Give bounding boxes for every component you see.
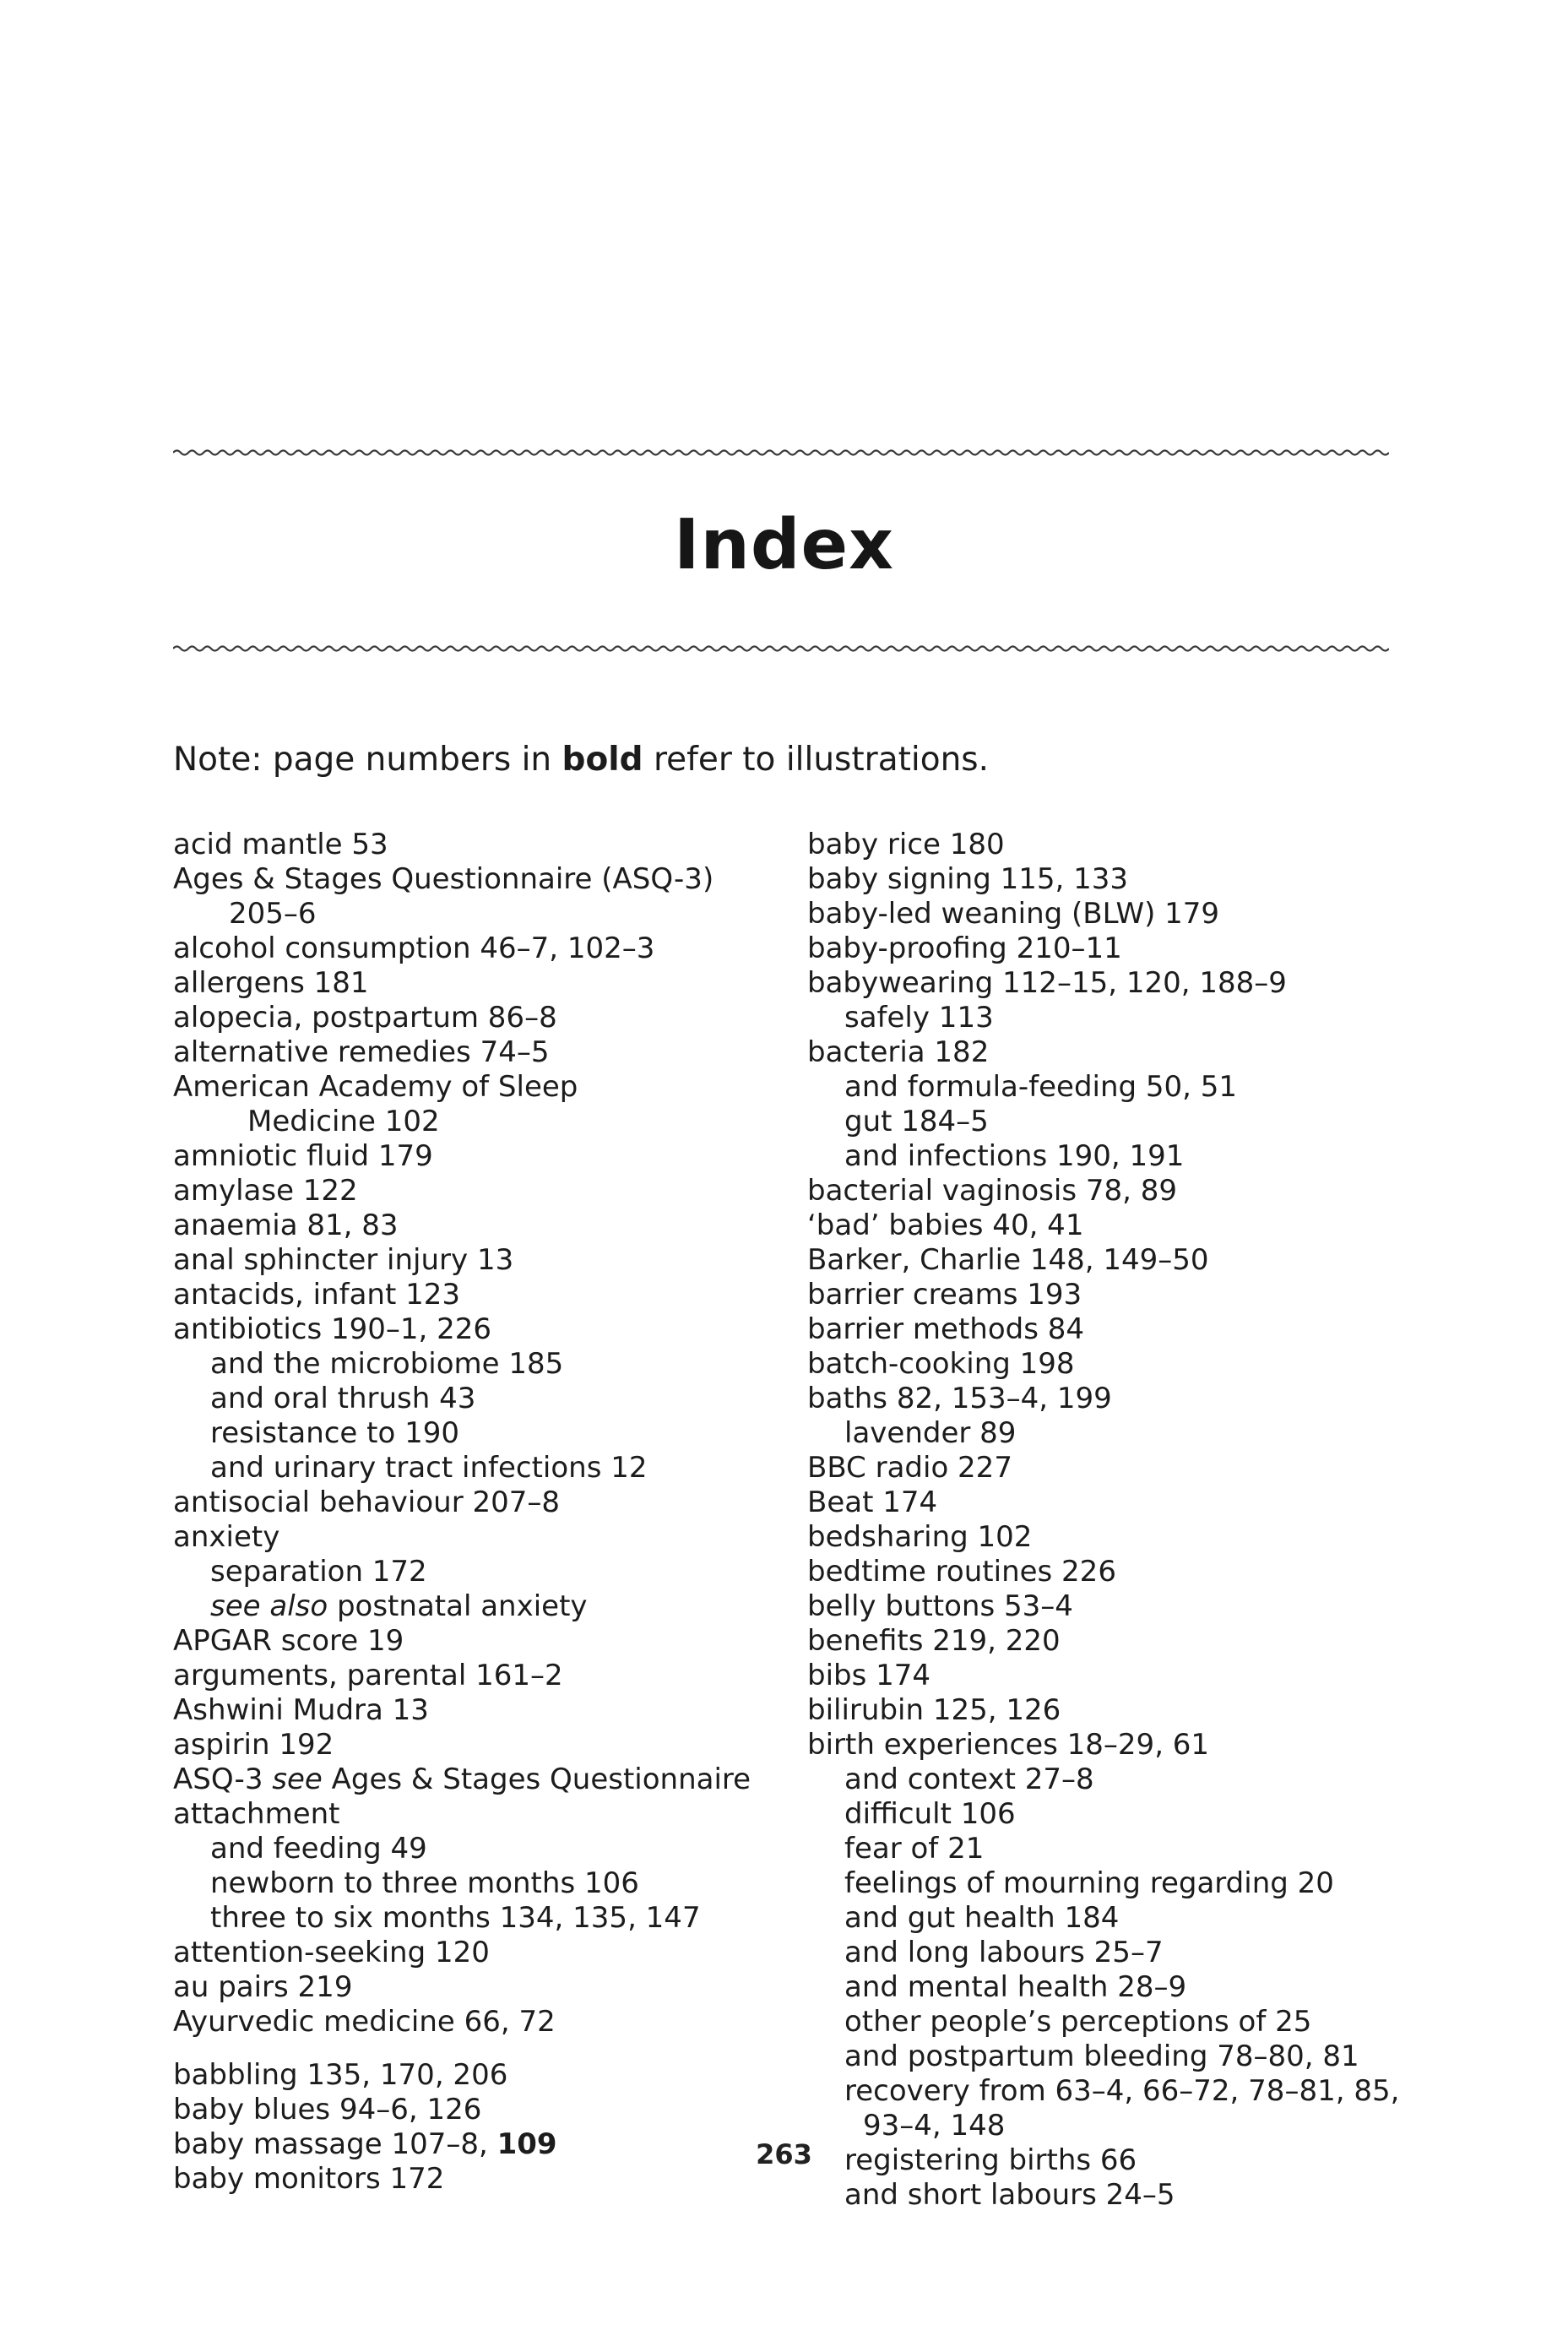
index-entry: alcohol consumption 46–7, 102–3	[173, 932, 655, 965]
index-subentry: and context 27–8	[844, 1763, 1094, 1796]
index-entry: barrier creams 193	[807, 1278, 1082, 1312]
index-entry: amniotic fluid 179	[173, 1139, 433, 1173]
index-entry: bibs 174	[807, 1659, 931, 1692]
index-group-gap	[173, 2040, 751, 2058]
index-subentry: and infections 190, 191	[844, 1139, 1185, 1173]
top-wavy-rule	[173, 444, 1389, 461]
index-entry: American Academy of Sleep	[173, 1070, 578, 1104]
index-entry: Ages & Stages Questionnaire (ASQ-3)	[173, 862, 714, 896]
index-entry: antacids, infant 123	[173, 1278, 460, 1312]
page-title: Index	[673, 505, 895, 585]
index-entry: BBC radio 227	[807, 1451, 1012, 1485]
index-entry: antibiotics 190–1, 226	[173, 1312, 492, 1346]
index-cross-reference	[173, 1763, 751, 1797]
index-entry: bilirubin 125, 126	[807, 1693, 1061, 1727]
index-subentry: and feeding 49	[210, 1832, 427, 1866]
index-subentry: resistance to 190	[210, 1416, 459, 1450]
index-subentry: and formula-feeding 50, 51	[844, 1070, 1238, 1104]
index-entry: baby-proofing 210–11	[807, 932, 1122, 965]
index-entry-continuation: 205–6	[229, 897, 317, 931]
index-entry: aspirin 192	[173, 1728, 334, 1762]
index-entry: bacteria 182	[807, 1035, 990, 1069]
index-entry: anxiety	[173, 1520, 280, 1554]
index-term: baby massage 107–8,	[173, 2127, 497, 2161]
index-entry: attention-seeking 120	[173, 1936, 490, 1969]
index-subentry: other people’s perceptions of 25	[844, 2005, 1312, 2039]
index-entry: belly buttons 53–4	[807, 1589, 1073, 1623]
index-subentry: difficult 106	[844, 1797, 1016, 1831]
bottom-wavy-rule	[173, 640, 1389, 657]
index-entry: Ashwini Mudra 13	[173, 1693, 429, 1727]
index-entry: allergens 181	[173, 966, 369, 1000]
index-entry: au pairs 219	[173, 1970, 353, 2004]
index-entry: arguments, parental 161–2	[173, 1659, 563, 1692]
see-label: see	[272, 1763, 323, 1796]
index-entry: babbling 135, 170, 206	[173, 2058, 508, 2092]
index-subentry: recovery from 63–4, 66–72, 78–81, 85,	[844, 2074, 1400, 2108]
cross-reference-target: Ages & Stages Questionnaire	[322, 1763, 751, 1796]
index-entry: antisocial behaviour 207–8	[173, 1486, 561, 1519]
page-number: 263	[756, 2138, 812, 2170]
index-subentry: and the microbiome 185	[210, 1347, 564, 1381]
index-column-right	[807, 828, 1399, 2213]
index-subentry: registering births 66	[844, 2143, 1137, 2177]
note-text-before: Note: page numbers in	[173, 741, 562, 779]
index-entry: alternative remedies 74–5	[173, 1035, 550, 1069]
index-subentry: gut 184–5	[844, 1105, 989, 1138]
index-subentry: and postpartum bleeding 78–80, 81	[844, 2040, 1359, 2073]
index-entry-continuation: 93–4, 148	[863, 2109, 1006, 2143]
index-subentry: and long labours 25–7	[844, 1936, 1164, 1969]
index-entry: ‘bad’ babies 40, 41	[807, 1209, 1084, 1242]
index-subentry: and oral thrush 43	[210, 1382, 476, 1415]
note-bold-word: bold	[562, 741, 643, 779]
index-entry: baths 82, 153–4, 199	[807, 1382, 1112, 1415]
illustration-page-ref: 109	[496, 2127, 557, 2161]
index-entry: anaemia 81, 83	[173, 1209, 399, 1242]
index-subentry: newborn to three months 106	[210, 1866, 639, 1900]
index-entry: acid mantle 53	[173, 828, 388, 861]
index-entry: baby monitors 172	[173, 2162, 445, 2196]
see-also-label: see also	[210, 1589, 328, 1623]
note-text-after: refer to illustrations.	[643, 741, 990, 779]
index-subentry: and gut health 184	[844, 1901, 1120, 1935]
index-subentry: safely 113	[844, 1001, 994, 1035]
index-entry: APGAR score 19	[173, 1624, 404, 1658]
index-entry: bedtime routines 226	[807, 1555, 1116, 1589]
index-cross-reference	[173, 1589, 751, 1624]
index-entry: baby rice 180	[807, 828, 1005, 861]
index-column-left	[173, 828, 751, 2197]
index-subentry: separation 172	[210, 1555, 427, 1589]
index-entry: Ayurvedic medicine 66, 72	[173, 2005, 556, 2039]
index-subentry: lavender 89	[844, 1416, 1017, 1450]
index-subentry: feelings of mourning regarding 20	[844, 1866, 1334, 1900]
index-entry: anal sphincter injury 13	[173, 1243, 514, 1277]
index-entry: baby-led weaning (BLW) 179	[807, 897, 1220, 931]
index-term: ASQ-3	[173, 1763, 273, 1796]
index-note	[173, 740, 989, 780]
index-subentry: and mental health 28–9	[844, 1970, 1187, 2004]
index-entry: Barker, Charlie 148, 149–50	[807, 1243, 1209, 1277]
index-entry: Beat 174	[807, 1486, 938, 1519]
index-entry: barrier methods 84	[807, 1312, 1085, 1346]
index-entry-continuation: Medicine 102	[247, 1105, 440, 1138]
index-subentry: and urinary tract infections 12	[210, 1451, 648, 1485]
index-entry: alopecia, postpartum 86–8	[173, 1001, 557, 1035]
index-entry: baby blues 94–6, 126	[173, 2093, 482, 2126]
index-entry: benefits 219, 220	[807, 1624, 1061, 1658]
index-entry: batch-cooking 198	[807, 1347, 1075, 1381]
index-entry: babywearing 112–15, 120, 188–9	[807, 966, 1287, 1000]
index-entry: attachment	[173, 1797, 340, 1831]
cross-reference-target: postnatal anxiety	[328, 1589, 588, 1623]
index-entry: birth experiences 18–29, 61	[807, 1728, 1210, 1762]
index-subentry: fear of 21	[844, 1832, 985, 1866]
index-subentry: three to six months 134, 135, 147	[210, 1901, 701, 1935]
index-entry: amylase 122	[173, 1174, 358, 1208]
index-entry: bacterial vaginosis 78, 89	[807, 1174, 1178, 1208]
index-entry: baby signing 115, 133	[807, 862, 1129, 896]
index-entry: bedsharing 102	[807, 1520, 1033, 1554]
index-subentry: and short labours 24–5	[844, 2178, 1175, 2212]
